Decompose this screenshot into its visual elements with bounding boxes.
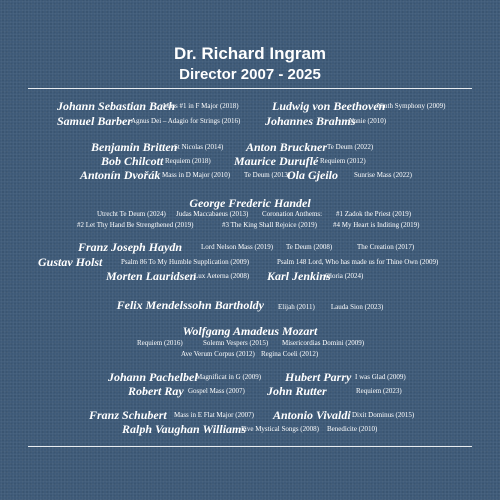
work-title: The Creation (2017) <box>357 243 415 251</box>
work-title: St Nicolas (2014) <box>174 143 224 151</box>
composer-name: Ola Gjeilo <box>287 168 338 182</box>
work-title: #4 My Heart is Inditing (2019) <box>333 221 420 229</box>
composer-name: Maurice Duruflé <box>234 154 319 168</box>
composer-name: Bob Chilcott <box>101 154 164 168</box>
work-title: Gloria (2024) <box>325 272 364 280</box>
composer-name: Felix Mendelssohn Bartholdy <box>116 298 264 312</box>
works-row <box>0 347 500 361</box>
composer-name: Johannes Brahms <box>265 114 356 128</box>
work-title: Psalm 86 To My Humble Supplication (2009) <box>121 258 250 266</box>
composer-row <box>0 154 500 168</box>
works-row <box>0 218 500 232</box>
work-title: Te Deum (2013) <box>244 171 291 179</box>
work-title: Nanie (2010) <box>349 117 387 125</box>
composer-name: Johann Pachelbel <box>108 370 198 384</box>
composer-name: Benjamin Britten <box>91 140 178 154</box>
work-title: Ninth Symphony (2009) <box>377 102 446 110</box>
work-title: Elijah (2011) <box>277 303 315 311</box>
work-title: Five Mystical Songs (2008) <box>241 425 319 433</box>
composer-name: Karl Jenkins <box>267 269 331 283</box>
composer-row <box>0 422 500 436</box>
work-title: Lord Nelson Mass (2019) <box>201 243 274 251</box>
composer-name: Wolfgang Amadeus Mozart <box>182 324 318 338</box>
work-title: Magnificat in G (2009) <box>196 373 262 381</box>
work-title: Solemn Vespers (2015) <box>203 339 269 347</box>
work-title: Gospel Mass (2007) <box>188 387 245 395</box>
composer-row <box>0 269 500 283</box>
top-divider <box>28 88 472 89</box>
composer-name: Anton Bruckner <box>246 140 328 154</box>
work-title: Coronation Anthems: <box>262 210 323 218</box>
work-title: #2 Let Thy Hand Be Strengthened (2019) <box>77 221 194 229</box>
work-title: Misericordias Domini (2009) <box>282 339 365 347</box>
composer-name: John Rutter <box>267 384 327 398</box>
work-title: Requiem (2016) <box>137 339 183 347</box>
composer-row <box>0 370 500 384</box>
work-title: Psalm 148 Lord, Who has made us for Thine Own (2009) <box>277 258 439 266</box>
composer-row <box>0 194 500 208</box>
work-title: #3 The King Shall Rejoice (2019) <box>222 221 317 229</box>
composer-row <box>0 240 500 254</box>
composer-name: Antonio Vivaldi <box>273 408 351 422</box>
composer-row <box>0 168 500 182</box>
composer-row <box>0 114 500 128</box>
work-title: Mass #1 in F Major (2018) <box>163 102 239 110</box>
work-title: Utrecht Te Deum (2024) <box>97 210 166 218</box>
composer-name: Ralph Vaughan Williams <box>122 422 247 436</box>
work-title: Te Deum (2008) <box>286 243 333 251</box>
bottom-divider <box>28 446 472 447</box>
composer-name: Samuel Barber <box>57 114 133 128</box>
composer-row <box>0 384 500 398</box>
composer-row <box>0 99 500 113</box>
composer-name: Hubert Parry <box>285 370 352 384</box>
work-title: #1 Zadok the Priest (2019) <box>336 210 412 218</box>
work-title: Dixit Dominus (2015) <box>352 411 415 419</box>
work-title: Regina Coeli (2012) <box>261 350 319 358</box>
work-title: Requiem (2023) <box>356 387 402 395</box>
work-title: Te Deum (2022) <box>327 143 374 151</box>
composer-name: Ludwig von Beethoven <box>272 99 386 113</box>
composer-row <box>0 322 500 336</box>
composer-name: Morten Lauridsen <box>106 269 197 283</box>
composer-name: Robert Ray <box>128 384 184 398</box>
work-title: Lauda Sion (2023) <box>330 303 384 311</box>
page-title: Dr. Richard Ingram <box>173 44 327 63</box>
work-title: Lux Aeterna (2008) <box>194 272 250 280</box>
composer-name: Gustav Holst <box>38 255 103 269</box>
composer-name: George Frederic Handel <box>189 196 311 210</box>
work-title: Sunrise Mass (2022) <box>354 171 412 179</box>
work-title: Agnus Dei – Adagio for Strings (2016) <box>131 117 241 125</box>
composer-row <box>0 255 500 269</box>
work-title: Judas Maccabaeus (2013) <box>176 210 249 218</box>
composer-name: Antonín Dvořák <box>80 168 161 182</box>
work-title: Ave Verum Corpus (2012) <box>181 350 255 358</box>
composer-name: Franz Joseph Haydn <box>78 240 183 254</box>
composer-name: Johann Sebastian Bach <box>57 99 176 113</box>
work-title: I was Glad (2009) <box>355 373 406 381</box>
composer-row <box>0 296 500 310</box>
work-title: Requiem (2012) <box>320 157 366 165</box>
work-title: Mass in D Major (2010) <box>162 171 231 179</box>
work-title: Requiem (2018) <box>165 157 211 165</box>
work-title: Benedicite (2010) <box>327 425 378 433</box>
page-subtitle: Director 2007 - 2025 <box>179 66 321 83</box>
composer-row <box>0 140 500 154</box>
composer-name: Franz Schubert <box>89 408 167 422</box>
work-title: Mass in E Flat Major (2007) <box>174 411 254 419</box>
composer-row <box>0 408 500 422</box>
